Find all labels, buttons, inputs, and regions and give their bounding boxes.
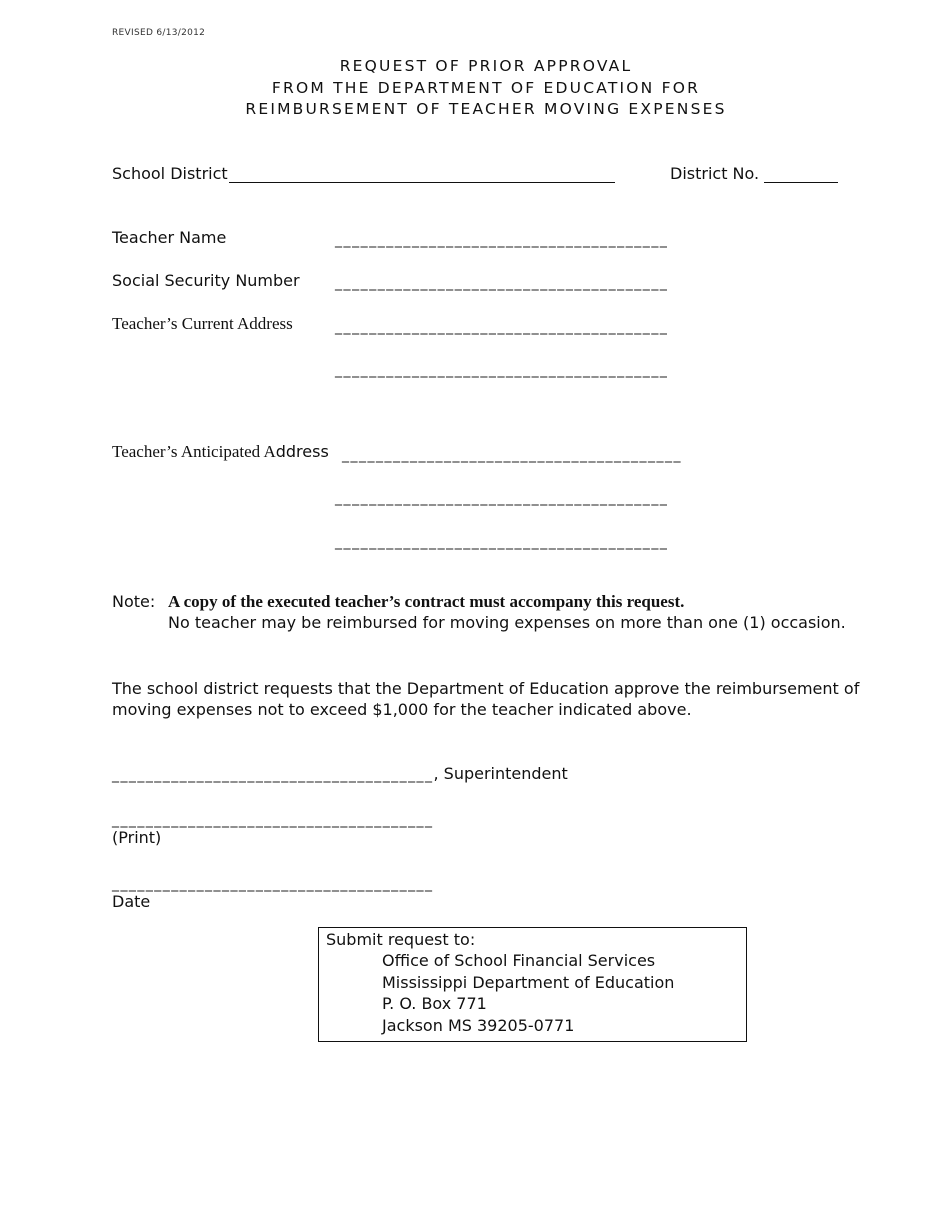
submit-request-box — [318, 927, 747, 1042]
submit-heading: Submit request to: — [326, 930, 476, 949]
note-contract-requirement: A copy of the executed teacher’s contract must accompany this request. — [168, 592, 685, 611]
superintendent-signature-row — [112, 764, 568, 783]
request-paragraph: The school district requests that the Department of Education approve the reimbursement of moving expenses not to exceed $1,000 for the teacher indicated above. — [112, 679, 860, 719]
ssn-field[interactable]: _______________________________________ — [335, 275, 669, 291]
district-no-label: District No. — [670, 164, 760, 183]
superintendent-label: , Superintendent — [433, 764, 568, 783]
school-district-field[interactable] — [229, 182, 615, 183]
note-reimbursement-limit: No teacher may be reimbursed for moving expenses on more than one (1) occasion. — [168, 613, 846, 632]
submit-address-line: Mississippi Department of Education — [382, 972, 675, 992]
current-address-field-line-1[interactable]: _______________________________________ — [335, 319, 669, 335]
date-field[interactable]: ______________________________________ — [112, 876, 434, 892]
print-label: (Print) — [112, 828, 162, 847]
current-address-label: Teacher’s Current Address — [112, 314, 293, 333]
ssn-label: Social Security Number — [112, 271, 300, 290]
anticipated-address-label-part-2: ddress — [275, 442, 329, 461]
title-line-2: FROM THE DEPARTMENT OF EDUCATION FOR — [271, 79, 701, 97]
revision-date: REVISED 6/13/2012 — [112, 28, 206, 38]
date-label: Date — [112, 892, 151, 911]
submit-address-line: P. O. Box 771 — [382, 994, 487, 1013]
anticipated-address-label — [112, 442, 329, 462]
submit-address — [382, 950, 674, 1036]
submit-address-line: Jackson MS 39205-0771 — [382, 1015, 575, 1035]
anticipated-address-field-line-2[interactable]: _______________________________________ — [335, 490, 669, 506]
submit-address-line: Office of School Financial Services — [382, 951, 656, 970]
anticipated-address-label-part-1: Teacher’s Anticipated A — [112, 442, 276, 461]
print-name-field[interactable]: ______________________________________ — [112, 812, 434, 828]
current-address-field-line-2[interactable]: _______________________________________ — [335, 362, 669, 378]
teacher-name-label: Teacher Name — [112, 228, 227, 247]
district-no-field[interactable] — [764, 182, 838, 183]
teacher-name-field[interactable]: _______________________________________ — [335, 232, 669, 248]
superintendent-signature-field[interactable]: ______________________________________ — [112, 767, 434, 783]
anticipated-address-field-line-3[interactable]: _______________________________________ — [335, 534, 669, 550]
school-district-label: School District — [112, 164, 228, 183]
note-label: Note: — [112, 592, 156, 611]
title-line-1: REQUEST OF PRIOR APPROVAL — [339, 57, 633, 75]
title-line-3: REIMBURSEMENT OF TEACHER MOVING EXPENSES — [245, 100, 727, 118]
anticipated-address-field-line-1[interactable]: ________________________________________ — [342, 447, 682, 463]
